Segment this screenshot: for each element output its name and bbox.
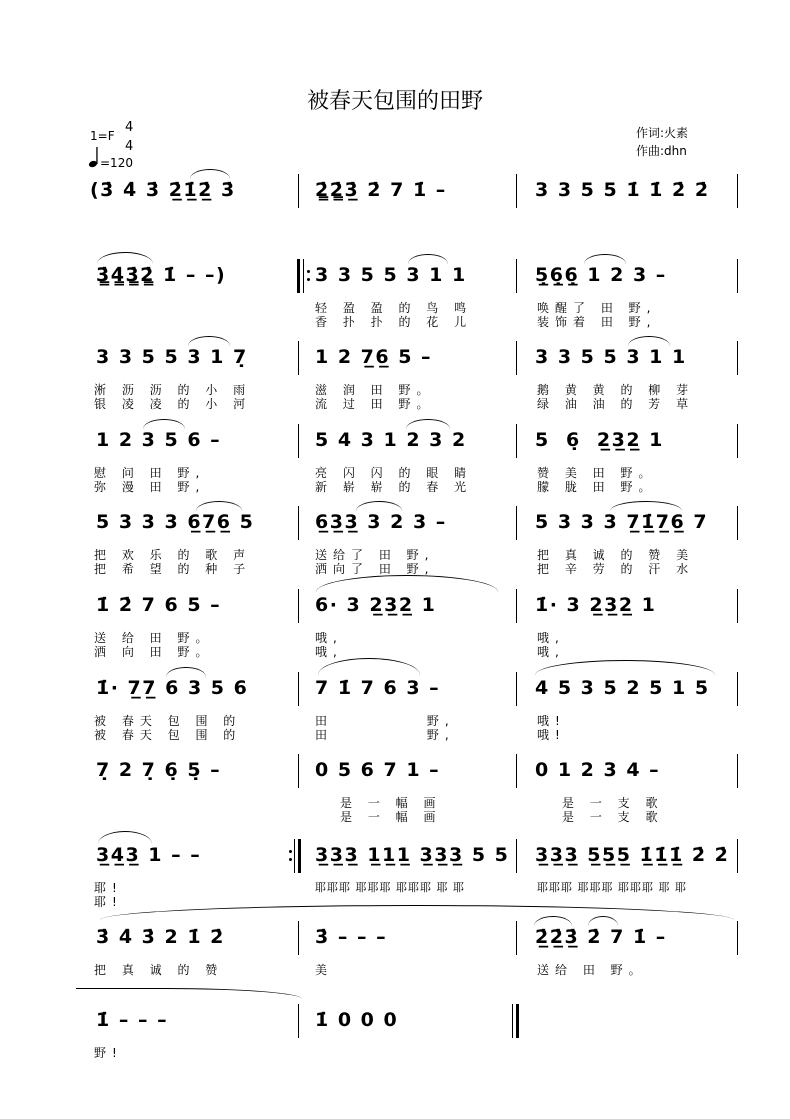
measure-notes: 5 3 3 3 7̲1̲̇7̲6̲ 7 (535, 511, 709, 533)
slur (97, 252, 153, 264)
lyric-line: 是 一 支 歌 (562, 810, 664, 824)
lyric-line: 银 凌 凌 的 小 河 (94, 397, 252, 411)
measure-notes: 3 3 5 5 3 1 1 (315, 264, 467, 286)
lyric-line: 送给了 田 野, (315, 548, 435, 562)
measure-notes: 3̳̇4̳̇3̳̇2̳̇ 1̇ – –) (96, 264, 227, 286)
measure-notes: 6̲3̲3̲ 3 2 3 – (315, 511, 447, 533)
lyric-line: 田 野, (315, 728, 455, 742)
measure-notes: 5 6̣ 2̲3̲2̲ 1 (535, 429, 664, 451)
repeat-end-barline (294, 839, 295, 873)
lyric-line: 洒向了 田 野, (315, 562, 435, 576)
lyric-line: 哦! (537, 728, 566, 742)
measure-notes: 1̇ 0 0 0 (315, 1009, 399, 1031)
lyric-line: 田 野, (315, 714, 455, 728)
measure-notes: 3 3 5 5 3 1 1 (535, 346, 687, 368)
lyric-line: 耶! (94, 895, 123, 909)
barline (737, 589, 738, 623)
measure-notes: 2̳̇2̳̇3̲̇ 2̇ 7 1̇ – (315, 179, 447, 201)
measure-notes: 2̲̇2̲̇3̲̇ 2̇ 7 1̇ – (535, 926, 667, 948)
barline (298, 506, 299, 540)
lyric-line: 赞 美 田 野。 (537, 466, 657, 480)
lyric-line: 耶耶耶 耶耶耶 耶耶耶 耶 耶 (315, 881, 465, 894)
lyric-line: 亮 闪 闪 的 眼 睛 (315, 466, 473, 480)
lyric-line: 耶! (94, 881, 123, 895)
lyric-line: 轻 盈 盈 的 鸟 鸣 (315, 301, 473, 315)
repeat-dot (289, 850, 292, 853)
measure-notes: 0 5 6 7 1 – (315, 759, 441, 781)
lyric-line: 是 一 支 歌 (562, 796, 664, 810)
staff-row (0, 676, 790, 746)
barline (737, 672, 738, 706)
staff-row (0, 593, 790, 663)
song-title: 被春天包围的田野 (306, 89, 483, 114)
measure-notes: 7̣ 2 7̣ 6̣ 5̣ – (96, 759, 222, 781)
lyric-line: 是 一 幅 画 (340, 810, 442, 824)
lyric-line: 鹅 黄 黄 的 柳 芽 (537, 383, 695, 397)
lyric-line: 哦! (537, 714, 566, 728)
lyric-line: 绿 油 油 的 芳 草 (537, 397, 695, 411)
staff-row (0, 510, 790, 580)
lyric-line: 朦 胧 田 野。 (537, 480, 657, 494)
slur (98, 831, 152, 844)
barline (298, 921, 299, 955)
lyric-line: 把 欢 乐 的 歌 声 (94, 548, 252, 562)
barline (737, 341, 738, 375)
final-barline (516, 1004, 519, 1038)
barline (516, 839, 517, 873)
lyric-line: 耶耶耶 耶耶耶 耶耶耶 耶 耶 (537, 881, 687, 894)
measure-notes: 3̲4̲3̲ 1 – – (96, 844, 202, 866)
barline (516, 672, 517, 706)
lyricist-credit: 作词:火素 (636, 126, 689, 140)
lyric-line: 弥 漫 田 野, (94, 480, 206, 494)
slur (196, 501, 242, 511)
measure-notes: 3̇ – – – (315, 926, 388, 948)
measure-notes: 3̇ 4̇ 3̇ 2 1̇ 2̇ (96, 926, 225, 948)
barline (516, 921, 517, 955)
slur (190, 169, 230, 179)
lyric-line: 洒 向 田 野。 (94, 645, 214, 659)
measure-notes: 5 3 3 3 6̲7̲6̲ 5 (96, 511, 255, 533)
staff-row (0, 1008, 790, 1078)
measure-notes: 5 4 3 1 2 3 2 (315, 429, 467, 451)
barline (298, 1004, 299, 1038)
lyric-line: 野! (94, 1046, 123, 1060)
slur (356, 501, 402, 511)
lyric-line: 送给 田 野。 (537, 963, 647, 977)
repeat-start-barline (303, 259, 304, 293)
lyric-line: 把 辛 劳 的 汗 水 (537, 562, 695, 576)
slur (143, 419, 185, 429)
lyric-line: 美 (315, 963, 334, 977)
barline (298, 174, 299, 208)
lyric-line: 流 过 田 野。 (315, 397, 435, 411)
barline (298, 341, 299, 375)
lyric-line: 新 崭 崭 的 春 光 (315, 480, 473, 494)
slur (188, 336, 230, 346)
lyric-line: 把 希 望 的 种 子 (94, 562, 252, 576)
barline (298, 424, 299, 458)
slur (166, 667, 206, 677)
staff-row (0, 843, 790, 913)
slur (628, 336, 670, 346)
barline (737, 839, 738, 873)
barline (516, 424, 517, 458)
measure-notes: 4 5 3 5 2 5 1 5 (535, 677, 710, 699)
measure-notes: 3 3 5 5 1̇ 1̇ 2̇ 2̇ (535, 179, 710, 201)
measure-notes: 3̲3̲3̲ 5̲5̲5̲ 1̲̇1̲̇1̲̇ 2̇ 2̇ (535, 844, 730, 866)
time-signature-beats: 4 (125, 120, 134, 135)
measure-notes: 1̇· 7̲7̲ 6 3 5 6 (96, 677, 249, 699)
lyric-line: 是 一 幅 画 (340, 796, 442, 810)
barline (516, 259, 517, 293)
lyric-line: 把 真 诚 的 赞 美 (537, 548, 695, 562)
lyric-line: 被 春天 包 围 的 (94, 728, 242, 742)
repeat-dot (307, 278, 310, 281)
measure-notes: 7 1̇ 7 6 3 – (315, 677, 441, 699)
barline (298, 672, 299, 706)
repeat-dot (289, 858, 292, 861)
measure-notes: (3̇ 4̇ 3̇ 2̲̇1̲̇2̲̇ 3̇ (90, 179, 236, 201)
composer-credit: 作曲:dhn (636, 144, 687, 158)
staff-row (0, 758, 790, 828)
barline (298, 754, 299, 788)
measure-notes: 3̲3̲3̲ 1̲1̲1̲ 3̲3̲3̲ 5 5 (315, 844, 510, 866)
measure-notes: 0 1 2 3 4 – (535, 759, 661, 781)
measure-notes: 1̇· 3 2̲3̲2̲ 1 (535, 594, 657, 616)
staff-row (0, 428, 790, 498)
lyric-line: 香 扑 扑 的 花 儿 (315, 315, 473, 329)
final-barline (512, 1004, 513, 1038)
lyric-line: 慰 问 田 野, (94, 466, 206, 480)
barline (516, 506, 517, 540)
lyric-line: 唤醒了 田 野, (537, 301, 657, 315)
repeat-end-barline (298, 839, 301, 873)
barline (737, 921, 738, 955)
measure-notes: 5̣̲6̣̲6̣̲ 1 2 3 – (535, 264, 667, 286)
slur (584, 254, 626, 264)
staff-row (0, 263, 790, 333)
lyric-line: 哦, (315, 631, 343, 645)
staff-row (0, 178, 790, 248)
quarter-note-icon (88, 146, 100, 172)
staff-row (0, 925, 790, 995)
key-signature: 1=F (90, 129, 115, 143)
barline (737, 754, 738, 788)
barline (737, 259, 738, 293)
measure-notes: 1 2 3 5 6 – (96, 429, 222, 451)
slur (406, 419, 450, 429)
barline (516, 589, 517, 623)
slur (610, 501, 682, 511)
lyric-line: 装饰着 田 野, (537, 315, 657, 329)
measure-notes: 3 3 5 5 3 1 7̣ (96, 346, 248, 368)
barline (298, 589, 299, 623)
lyric-line: 滋 润 田 野。 (315, 383, 435, 397)
barline (516, 754, 517, 788)
repeat-dot (307, 270, 310, 273)
lyric-line: 送 给 田 野。 (94, 631, 214, 645)
lyric-line: 哦, (315, 645, 343, 659)
time-signature-unit: 4 (125, 139, 134, 154)
measure-notes: 6· 3 2̲3̲2̲ 1 (315, 594, 437, 616)
lyric-line: 把 真 诚 的 赞 (94, 963, 224, 977)
lyric-line: 淅 沥 沥 的 小 雨 (94, 383, 252, 397)
measure-notes: 1̇ 2̇ 7 6 5 – (96, 594, 222, 616)
barline (516, 174, 517, 208)
lyric-line: 哦, (537, 631, 565, 645)
repeat-start-barline (297, 259, 300, 293)
slur (408, 254, 448, 264)
staff-row (0, 345, 790, 415)
lyric-line: 哦, (537, 645, 565, 659)
barline (516, 341, 517, 375)
lyric-line: 被 春天 包 围 的 (94, 714, 242, 728)
measure-notes: 1̇ – – – (96, 1009, 169, 1031)
barline (737, 506, 738, 540)
measure-notes: 1 2 7̲6̲ 5 – (315, 346, 433, 368)
tempo-marking: =120 (100, 156, 133, 170)
barline (737, 424, 738, 458)
barline (737, 174, 738, 208)
